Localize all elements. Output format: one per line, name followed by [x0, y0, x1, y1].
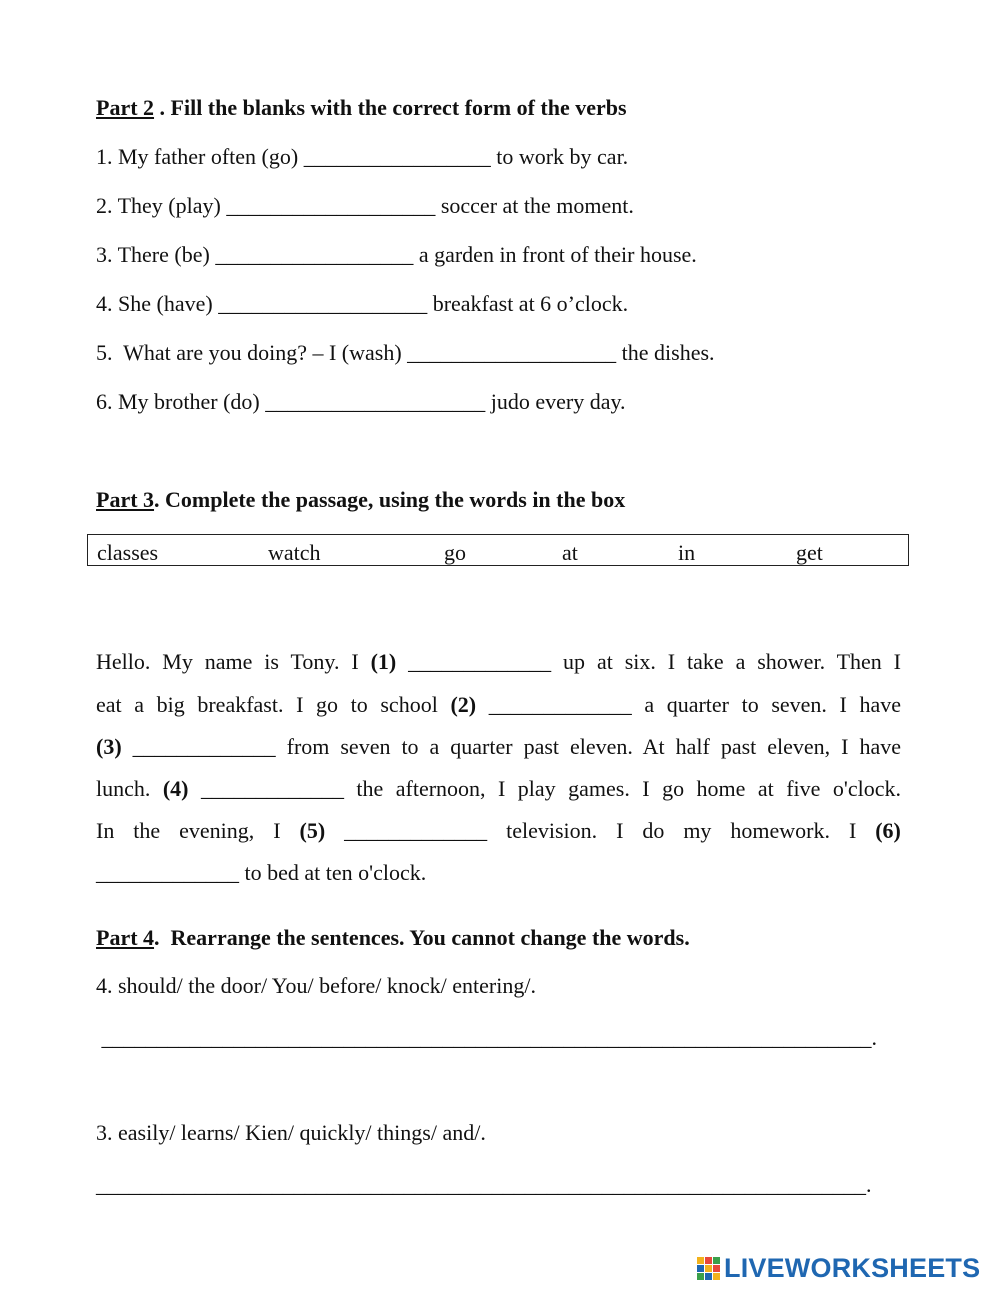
word-box [87, 534, 909, 566]
passage-line-4 [96, 778, 901, 800]
word-box-word: classes [97, 540, 159, 565]
passage-text: eat a big breakfast. I go to school [96, 692, 451, 717]
passage-gap-text[interactable]: _____________ from seven to a quarter past eleven. At half past eleven, I have [121, 734, 901, 759]
logo-text: LIVEWORKSHEETS [724, 1252, 981, 1283]
item-text: soccer at the moment. [435, 193, 634, 218]
liveworksheets-logo-icon [697, 1257, 720, 1280]
part4-answer-line-1[interactable]: ______________________________________________________________________. [96, 1025, 877, 1050]
gap-number: (2) [450, 692, 477, 717]
part3-title: . Complete the passage, using the words in the box [154, 487, 626, 512]
passage-text: Hello. My name is Tony. I [96, 649, 371, 674]
passage-segment: In [96, 818, 115, 843]
gap-number: (4) [162, 776, 189, 801]
part2-item-2 [96, 195, 634, 217]
liveworksheets-logo [697, 1252, 980, 1284]
passage-blank[interactable]: _____________ [344, 818, 488, 843]
passage-gap-text[interactable]: _____________ a quarter to seven. I have [476, 692, 902, 717]
word-box-word: in [678, 540, 696, 565]
gap-number: (1) [370, 649, 397, 674]
answer-blank[interactable]: ___________________ [226, 193, 436, 218]
passage-line-1 [96, 651, 901, 673]
word-box-word: at [562, 540, 578, 565]
item-text: 5. What are you doing? – I (wash) [96, 340, 408, 365]
passage-line-5 [96, 820, 901, 842]
item-text: the dishes. [616, 340, 715, 365]
gap-number: (6) [875, 818, 901, 843]
item-text: judo every day. [485, 389, 626, 414]
part2-label: Part 2 [96, 95, 155, 120]
item-text: 1. My father often (go) [96, 144, 304, 169]
gap-number: (5) [299, 818, 326, 843]
part2-title: . Fill the blanks with the correct form of the verbs [154, 95, 627, 120]
part4-prompt-1: 4. should/ the door/ You/ before/ knock/ entering/. [96, 973, 536, 998]
passage-segment: I [616, 818, 624, 843]
item-text: breakfast at 6 o’clock. [427, 291, 629, 316]
passage-text: lunch. [96, 776, 163, 801]
part4-answer-line-2[interactable]: ______________________________________________________________________. [96, 1172, 872, 1197]
passage-segment: my [683, 818, 712, 843]
answer-blank[interactable]: ___________________ [407, 340, 617, 365]
part4-heading [96, 927, 690, 949]
part2-item-5 [96, 342, 715, 364]
item-text: to work by car. [490, 144, 629, 169]
part3-label: Part 3 [96, 487, 155, 512]
passage-segment: evening, [179, 818, 255, 843]
passage-line-3 [96, 736, 901, 758]
part2-heading [96, 97, 627, 119]
passage-segment: do [642, 818, 665, 843]
part2-item-6 [96, 391, 626, 413]
word-box-word: get [796, 540, 823, 565]
passage-segment: homework. [730, 818, 830, 843]
part2-item-4 [96, 293, 628, 315]
word-box-word: watch [268, 540, 321, 565]
passage-gap-text[interactable]: _____________ the afternoon, I play games. I go home at five o'clock. [188, 776, 901, 801]
item-text: 6. My brother (do) [96, 389, 266, 414]
passage-line-2 [96, 694, 901, 716]
passage-segment: television. [506, 818, 598, 843]
passage-segment: I [273, 818, 281, 843]
item-text: 2. They (play) [96, 193, 227, 218]
answer-blank[interactable]: __________________ [215, 242, 414, 267]
part3-heading [96, 489, 625, 511]
item-text: 3. There (be) [96, 242, 216, 267]
answer-blank[interactable]: ___________________ [218, 291, 428, 316]
part2-item-1 [96, 146, 628, 168]
part4-label: Part 4 [96, 925, 155, 950]
passage-segment: I [848, 818, 857, 843]
part2-item-3 [96, 244, 697, 266]
gap-number: (3) [96, 734, 122, 759]
part4-title: . Rearrange the sentences. You cannot change the words. [154, 925, 690, 950]
passage-gap-text[interactable]: _____________ up at six. I take a shower. Then I [396, 649, 901, 674]
item-text: a garden in front of their house. [413, 242, 697, 267]
answer-blank[interactable]: ____________________ [265, 389, 486, 414]
word-box-word: go [444, 540, 466, 565]
passage-line-6[interactable]: _____________ to bed at ten o'clock. [96, 860, 427, 885]
part4-prompt-2: 3. easily/ learns/ Kien/ quickly/ things/ and/. [96, 1120, 486, 1145]
answer-blank[interactable]: _________________ [303, 144, 491, 169]
item-text: 4. She (have) [96, 291, 219, 316]
passage-segment: the [133, 818, 161, 843]
